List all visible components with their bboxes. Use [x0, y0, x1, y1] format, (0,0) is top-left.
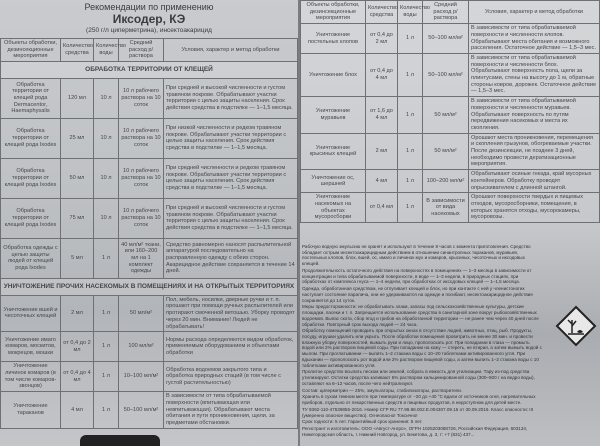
object-cell: Уничтожение тараканов	[1, 392, 61, 429]
note-paragraph: Рабочую водную эмульсию не хранят и используют в течение 8 часов с момента приготовления. Средство обладает острым инсектоакарицидным действием в отношении синантропных тараканов, муравьев, постельных клопов, блох, вшей, ос, имаго и личинок мух и комаров, крысиных, чесоточных и иксодовых клещей.	[302, 244, 531, 267]
water-amount-cell: 1 л	[398, 24, 423, 54]
consumption-cell: 50–100 мл/м²	[423, 53, 469, 96]
conditions-cell: При средней и высокой численности и густом травяном покрове. Обрабатывают участки территории с целью защиты населения. Срок действия средства в подстилке — 1–1,5 месяца.	[164, 198, 298, 238]
product-amount-cell: 50 мл	[61, 158, 94, 198]
note-paragraph: Обработку помещений проводить при открытых окнах в отсутствие людей, животных, птиц, рыб. Продукты, посуду, игрушки удалить или укрыть. После обработки помещения проветрить не менее 30 мин. и провести влажную уборку поверхностей, вымыть руки и лицо, прополоскать рот. При попадании в глаза — промыть водой или 2% раствором пищевой соды. При попадании на кожу — стереть, не втирая, а затем вымыть водой с мылом. При проглатывании — выпить 1–2 стакана воды с 10–20 таблетками активированного угля. При вдыхании — прополоскать рот водой или 2% раствором пищевой соды, а затем выпить 1–2 стакана воды с 10 таблетками активированного угля.	[302, 328, 542, 368]
product-amount-cell: от 0,4 до 2 мл	[366, 24, 398, 54]
header-objects: Объекты обработки, дезинсекционные мероприятия	[1, 39, 61, 62]
object-cell: Обработка территории от клещей рода Dermacentor, Haemaphysalis	[1, 78, 61, 118]
water-amount-cell: 10 л	[94, 78, 119, 118]
consumption-cell: 10 л рабочего раствора на 10 соток	[119, 198, 164, 238]
object-cell: Обработка территории от клещей рода Ixodes	[1, 158, 61, 198]
consumption-cell: 40 мл/м² ткани, или 160–200 мл на 1 комплект одежды	[119, 238, 164, 278]
object-cell: Уничтожение крысиных клещей	[301, 133, 366, 170]
table-row	[301, 170, 600, 193]
water-amount-cell: 1 л	[398, 97, 423, 134]
table-row	[1, 238, 298, 278]
usage-notes	[302, 244, 542, 439]
water-amount-cell: 1 л	[94, 362, 119, 392]
header-product-amount: Количество средства	[61, 39, 94, 62]
product-amount-cell: 4 мл	[366, 170, 398, 193]
table-row	[301, 133, 600, 170]
header-product-amount: Количество средства	[366, 1, 398, 24]
note-paragraph: Регистрант и изготовитель: ООО «Август-Ангро», ОГРН 1025203088726, Российская Федерация, 603134, Нижегородская область, г. Нижний Новгород, ул. Бекетова, д. 3, т: +7 (831) 437...	[302, 426, 528, 437]
conditions-cell: В зависимости от типа обрабатываемой поверхности и численности муравьев. Обрабатывают поверхность по путям передвижения насекомых и места их скопления.	[469, 97, 600, 134]
table-row	[301, 53, 600, 96]
object-cell: Уничтожение блох	[301, 53, 366, 96]
photo-shadow	[80, 435, 160, 446]
object-cell: Уничтожение ос, шершней	[301, 170, 366, 193]
product-amount-cell: 2 мл	[61, 295, 94, 332]
product-amount-cell: 25 мл	[61, 118, 94, 158]
object-cell: Обработка территории от клещей рода Ixodes	[1, 118, 61, 158]
product-name: Иксодер, КЭ	[112, 12, 186, 26]
water-amount-cell: 1 л	[94, 392, 119, 429]
conditions-cell: При средней и высокой численности и густом травяном покрове. Обрабатывают участки территории с целью защиты населения. Срок действия средства в подстилке — 1–1,5 месяца.	[164, 78, 298, 118]
left-usage-table	[0, 38, 298, 429]
note-paragraph: ТУ 9392-110-47539855-2016. Номер СГР RU 77.99.88.002.Е.004307.09.16 от 30.09.2016. Класс опасности: III (умеренно опасное вещество). Огнеопасно! Токсично!	[302, 406, 534, 418]
consumption-cell: 50–100 мл/м²	[423, 24, 469, 54]
table-row	[301, 97, 600, 134]
product-amount-cell: от 0,4 до 4 мл	[61, 362, 94, 392]
conditions-cell: В зависимости от типа обрабатываемой поверхности (впитывающая или невпитывающая). Обрабатывают места обитания и пути проникновения, щели, за предметами обстановки.	[164, 392, 298, 429]
object-cell: Обработка одежды с целью защиты людей от клещей рода Ixodes	[1, 238, 61, 278]
conditions-cell: Орошают места проникновения, перемещения и скопления грызунов, обогреваемые участки. После дезинсекции, не позднее 3 дней, необходимо провести дератизационные мероприятия.	[469, 133, 600, 170]
consumption-cell: В зависимости от вида насекомых	[423, 193, 469, 223]
object-cell: Уничтожение личинок комаров (в том числе комаров-звонцов)	[1, 362, 61, 392]
water-amount-cell: 1 л	[398, 170, 423, 193]
note-paragraph: Одежда, обработанная средством, не отпугивает клещей и блох, но при контакте с ней у членистоногих наступает состояние паралича, они не удерживаются на одежде и погибают, инсектоакарицидное действие сохраняется до 14 суток.	[302, 286, 533, 303]
environmental-hazard-icon	[556, 306, 596, 346]
note-paragraph: Хранить в сухом темном месте при температуре от −20 до +40 °С вдали от источников огня, нагревательных приборов, отдельно от лекарственных средств и пищевых продуктов, в недоступном для детей месте.	[302, 394, 536, 406]
section-row	[1, 62, 298, 79]
table-row	[1, 332, 298, 362]
table-row	[1, 198, 298, 238]
note-paragraph: Продолжительность остаточного действия на поверхностях в помещениях — 1–3 месяца в зависимости от концентрации и типа обрабатываемой поверхности, в воде — 1–3 недели, в природных стациях, при обработках от комплекса гнуса — 1–4 недели, при обработках от иксодовых клещей — 1–1,5 месяца.	[302, 267, 532, 285]
conditions-cell: В зависимости от типа обрабатываемой поверхности и численности клопов. Обрабатывают места обитания и возможного расселения. Остаточное действие — 1,5–3 мес.	[469, 24, 600, 54]
product-amount-cell: 5 мл	[61, 238, 94, 278]
table-header-row	[301, 1, 600, 24]
header-avg-consumption: Средний расход р/раствора	[423, 1, 469, 24]
water-amount-cell: 1 л	[94, 238, 119, 278]
note-paragraph: Срок годности: 5 лет. Гарантийный срок хранения: 5 лет.	[302, 419, 423, 425]
header-conditions: Условия, характер и метод обработки	[164, 39, 298, 62]
conditions-cell: Средство равномерно наносят распылительной аппаратурой последовательно на расправленную одежду с обеих сторон. Акарицидное действие сохраняется в течение 14 дней.	[164, 238, 298, 278]
object-cell: Обработка территории от клещей рода Ixodes	[1, 198, 61, 238]
note-paragraph: Меры предосторожности: не обрабатывать злаки, запасы под сельскохозяйственные культуры, детские площадки, пасеки и т. п. Запрещается использование средства в санитарной зоне вокруг рыбохозяйственных водоемов. Выпас скота, сбор ягод и грибов на обработанной территории — не ранее чем через 40 дней после обработки. Повторный срок выхода людей — 24 часа.	[302, 304, 539, 327]
product-amount-cell: от 0,4 до 4 мл	[366, 53, 398, 96]
product-amount-cell: 75 мл	[61, 198, 94, 238]
conditions-cell: Обрабатывают осиные гнезда, край мусорных контейнеров. Обработку проводят опрыскивателем с длинной штангой.	[469, 170, 600, 193]
note-paragraph: Состав: циперметрин — 25%, эмульгаторы, стабилизаторы, растворители.	[302, 387, 463, 393]
recommendations-title: Рекомендации по применению	[84, 2, 214, 12]
consumption-cell: 10 л рабочего раствора на 10 соток	[119, 78, 164, 118]
consumption-cell: 100 мл/м²	[119, 332, 164, 362]
product-amount-cell: 2 мл	[366, 133, 398, 170]
object-cell: Уничтожение вшей и чесоточных клещей	[1, 295, 61, 332]
consumption-cell: 10–100 мл/м²	[119, 362, 164, 392]
water-amount-cell: 1 л	[94, 295, 119, 332]
consumption-cell: 10 л рабочего раствора на 10 соток	[119, 118, 164, 158]
conditions-cell: Орошают поверхности твердых и пищевых отходов, мусоросборники, помещения, в которых хранятся отходы, мусорокамеры, мусоровозы.	[469, 193, 600, 223]
consumption-cell: 50–100 мл/м²	[119, 392, 164, 429]
conditions-cell: При средней численности и редком травяном покрове. Обрабатывают участки территории с целью защиты населения. Срок действия средства в подстилке — 1–1,5 месяца.	[164, 158, 298, 198]
table-row	[1, 78, 298, 118]
product-amount-cell: 4 мл	[61, 392, 94, 429]
header-objects: Объекты обработки, дезинсекционные мероприятия	[301, 1, 366, 24]
conditions-cell: Обработка водоемов закрытого типа и обработка природных стаций (в том числе с густой растительностью)	[164, 362, 298, 392]
product-amount-cell: от 1,6 до 4 мл	[366, 97, 398, 134]
table-row	[1, 295, 298, 332]
header-conditions: Условия, характер и метод обработки	[469, 1, 600, 24]
water-amount-cell: 1 л	[94, 332, 119, 362]
header-water-amount: Количество воды	[398, 1, 423, 24]
consumption-cell: 50 мл/м²	[423, 133, 469, 170]
right-usage-table	[300, 0, 600, 223]
object-cell: Уничтожение насекомых на объектах мусоросборки	[301, 193, 366, 223]
object-cell: Уничтожение муравьев	[301, 97, 366, 134]
table-row	[301, 193, 600, 223]
water-amount-cell: 1 л	[398, 193, 423, 223]
conditions-cell: При низкой численности и редком травяном покрове. Обрабатывают участки территории с целью защиты населения. Срок действия средства в подстилке — 1–1,5 месяца.	[164, 118, 298, 158]
water-amount-cell: 10 л	[94, 158, 119, 198]
table-row	[1, 362, 298, 392]
header-water-amount: Количество воды	[94, 39, 119, 62]
header-avg-consumption: Средний расход р/раствора	[119, 39, 164, 62]
water-amount-cell: 1 л	[398, 133, 423, 170]
section-title: ОБРАБОТКА ТЕРРИТОРИИ ОТ КЛЕЩЕЙ	[1, 62, 298, 79]
left-page	[0, 0, 298, 446]
object-cell: Уничтожение имаго комаров, москитов, мокрецов, мошки	[1, 332, 61, 362]
note-paragraph: Пролитое средство всыпать песком или землей, собрать в емкость для утилизации. Тару из-под средства утилизируют. Остатки средства заливают 5% раствором кальцинированной соды (300–500 г на ведро воды), оставляют на 6–12 часов, после чего нейтрализуют.	[302, 369, 535, 386]
table-row	[301, 24, 600, 54]
consumption-cell: 10 л рабочего раствора на 10 соток	[119, 158, 164, 198]
table-row	[1, 158, 298, 198]
table-header-row	[1, 39, 298, 62]
consumption-cell: 50 мл/м²	[119, 295, 164, 332]
consumption-cell: 50 мл/м²	[423, 97, 469, 134]
conditions-cell: В зависимости от типа обрабатываемой поверхности и численности блох. Обрабатывают поверхность пола, щели за плинтусами, стены на высоту до 1 м, обратные стороны ковров, дорожек. Остаточное действие — 1,5–3 мес.	[469, 53, 600, 96]
conditions-cell: Нормы расхода определяются видом обработок, применяемым оборудованием и объектами обработки	[164, 332, 298, 362]
object-cell: Уничтожение постельных клопов	[301, 24, 366, 54]
water-amount-cell: 10 л	[94, 118, 119, 158]
product-amount-cell: от 0,4 до 2 мл	[61, 332, 94, 362]
water-amount-cell: 1 л	[398, 53, 423, 96]
water-amount-cell: 10 л	[94, 198, 119, 238]
section-row	[1, 278, 298, 295]
section-title: УНИЧТОЖЕНИЕ ПРОЧИХ НАСЕКОМЫХ В ПОМЕЩЕНИЯХ И НА ОТКРЫТЫХ ТЕРРИТОРИЯХ	[1, 278, 298, 295]
table-row	[1, 392, 298, 429]
product-amount-cell: 120 мл	[61, 78, 94, 118]
table-row	[1, 118, 298, 158]
product-subtitle: (250 г/л циперметрина), инсектоакарицид	[86, 27, 212, 34]
right-page	[300, 0, 600, 446]
product-amount-cell: от 0,4 мл	[366, 193, 398, 223]
consumption-cell: 100–200 мл/м²	[423, 170, 469, 193]
conditions-cell: Пол, мебель, носилки, дверные ручки и т. п. орошают при помощи ручных распылителей или протирают смоченной ветошью. Уборку проводят через 20 мин. Внимание! Людей не обрабатывать!	[164, 295, 298, 332]
